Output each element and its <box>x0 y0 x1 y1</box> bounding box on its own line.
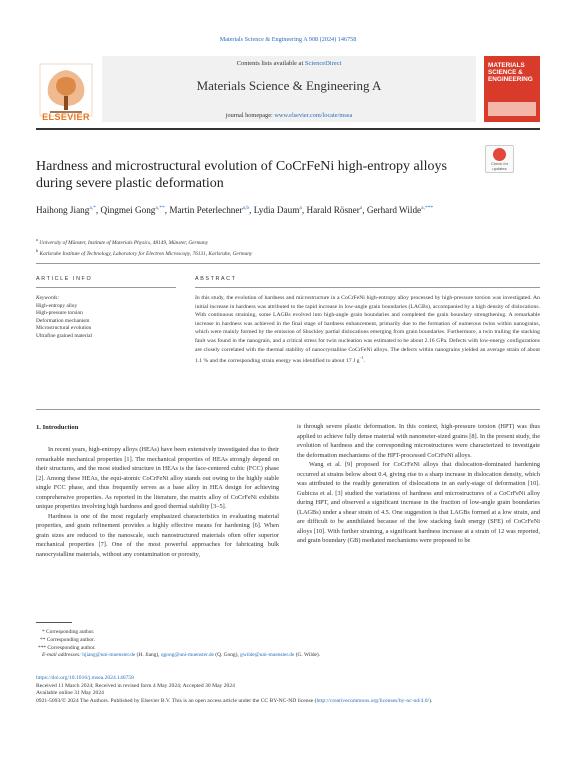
abstract-divider <box>36 409 540 410</box>
author-superscript[interactable]: a,b <box>242 205 250 211</box>
license-link[interactable]: http://creativecommons.org/licenses/by-nc-nd/4.0/ <box>316 697 430 704</box>
journal-header <box>36 56 540 124</box>
author-superscript[interactable]: a <box>359 205 363 211</box>
body-paragraph: Wang et al. [9] proposed for CoCrFeNi alloys that dislocation-dominated hardening occurred at strains below about 0.4, giving rise to a sharp increase in dislocation density, which was attributed to the readily generation of dislocations in an early-stage of deformation [10]. Gubicza et al. [3] studied the variations of hardness and microstructures of a CoCrFeNi alloy during HPT, and observed a significant increase in the fraction of low-angle grain boundaries (LAGBs) under a shear strain of 4.5. One suggestion is that LAGBs formed at a low strain, and are difficult to be annihilated because of the low stacking fault energy (SFE) of CoCrFeNi alloys [10]. With further straining, a significant hardness increase at a strain of 12 was reported, and grain boundary (GB) mediated mechanisms were proposed to be <box>297 461 540 544</box>
article-info-heading: ARTICLE INFO <box>36 276 93 282</box>
affiliation-divider <box>36 263 540 264</box>
author-separator: , <box>249 205 254 216</box>
author-superscript[interactable]: a <box>299 205 302 211</box>
homepage-prefix: journal homepage: <box>225 112 275 119</box>
journal-homepage <box>102 112 476 119</box>
abstract-text <box>195 294 540 366</box>
received-dates: Received 11 March 2024; Received in revised form 4 May 2024; Accepted 30 May 2024 <box>36 682 235 689</box>
footnotes <box>36 629 540 660</box>
email-owner: (Q. Gong), <box>213 652 241 659</box>
homepage-link[interactable]: www.elsevier.com/locate/msea <box>274 112 353 119</box>
publication-info <box>36 675 540 705</box>
keyword[interactable]: Ultrafine grained material <box>36 332 92 339</box>
email-link[interactable]: qgong@uni-muenster.de <box>160 652 214 659</box>
body-paragraph: In recent years, high-entropy alloys (HEAs) have been extensively investigated due to their remarkable mechanical properties [1]. The mechanical properties of HEAs strongly depend on their structures, and the most studied structure in HEAs is the face-centered cubic (FCC) phase [2]. Among these HEAs, the equi-atomic CoCrFeNi alloy stands out owing to the highly stable single FCC phase, and thus frequently serves as a base alloy in HEA design for achieving comprehensive properties. As reported in the literature, the matrix alloy of CoCrFeNi exhibits unique properties involving high hardness and good thermal stability [3–5]. <box>36 446 279 510</box>
check-for-updates-button[interactable] <box>485 145 514 173</box>
author-superscript[interactable]: a,* <box>89 205 96 211</box>
cover-line-3: ENGINEERING <box>488 76 533 83</box>
license-text: 0921-5093/© 2024 The Authors. Published by Elsevier B.V. This is an open access article under the CC BY-NC-ND license ( <box>36 697 317 704</box>
author-separator: , <box>301 205 307 216</box>
journal-title: Materials Science & Engineering A <box>196 78 382 93</box>
keyword[interactable]: Microstructural evolution <box>36 325 92 332</box>
keywords-label: Keywords: <box>36 295 60 301</box>
affiliation-text: Karlsruhe Institute of Technology, Laboratory for Electron Microscopy, 76131, Karlsruhe, Germany <box>39 250 253 257</box>
contents-line <box>102 60 476 67</box>
keyword[interactable]: High-pressure torsion <box>36 310 83 317</box>
header-divider <box>36 128 540 130</box>
author-list <box>36 202 476 217</box>
abstract-heading: ABSTRACT <box>195 276 237 282</box>
crossmark-icon <box>493 148 506 161</box>
journal-banner <box>102 56 476 122</box>
sciencedirect-link[interactable]: ScienceDirect <box>304 60 342 67</box>
abstract-body: In this study, the evolution of hardness and microstructure in a CoCrFeNi high-entropy alloy processed by high-pressure torsion was investigated. An initial increase in hardness was attributed to the rapid increase in low-angle grain boundaries (LAGBs), accompanied by a high density of dislocations. With continuous straining, some LAGBs evolved into high-angle grain boundaries and completed the grain boundary strengthening. A remarkable increase in hardness was achieved in the final stage of hardness enhancement, primarily due to the formation of numerous twins within nanograins, which were mainly formed by the emission of Shockley partial dislocations emerging from grain boundaries. Furthermore, a twin trailing the stacking fault was found in the nanograin, and a critical stress for twin nucleation was estimated to be about 2.16 GPa. Defects with low-energy configurations are closely correlated with the thermal stability of nanocrystalline CoCrFeNi alloys. The defects within nanograins yielded an average strain of about 1.1 % and the corresponding strain energy was identified to about 17 J g <box>195 295 540 365</box>
email-owner: (H. Jiang), <box>135 652 161 659</box>
email-line <box>36 652 540 660</box>
contents-prefix: Contents lists available at <box>236 60 305 67</box>
license-line <box>36 698 540 706</box>
author-separator: , <box>95 205 101 216</box>
doi-link[interactable]: https://doi.org/10.1016/j.msea.2024.146758 <box>36 675 134 681</box>
cover-line-2: SCIENCE & <box>488 69 523 76</box>
author-name[interactable]: Gerhard Wilde <box>366 205 422 216</box>
crossmark-line-1: Check for <box>490 161 509 166</box>
crossmark-label <box>486 162 513 171</box>
email-label: E-mail addresses: <box>42 652 81 659</box>
author-name[interactable]: Haihong Jiang <box>36 205 90 216</box>
abstract-end: . <box>363 358 366 365</box>
keyword[interactable]: Deformation mechanism <box>36 317 90 324</box>
author-separator: , <box>164 205 170 216</box>
abstract-unit-exponent: −1 <box>359 355 364 361</box>
author-name[interactable]: Lydia Daum <box>253 205 300 216</box>
cover-title <box>488 62 533 83</box>
available-online: Available online 31 May 2024 <box>36 690 104 697</box>
affiliation-marker: b <box>36 247 39 253</box>
body-paragraph: Hardness is one of the most regularly emphasized characteristics in evaluating material properties, and grain refinement provides a highly effective means for hardening [6]. When grain sizes are reduced to the nanoscale, such nanostructured materials often offer superior mechanical properties [7]. One of the most powerful approaches for fabricating bulk nanocrystalline materials, without any contamination or porosity, <box>36 512 279 558</box>
affiliation <box>36 247 540 258</box>
author-superscript[interactable]: a,** <box>155 205 165 211</box>
body-right-column <box>297 422 540 546</box>
publisher-name: ELSEVIER <box>42 112 90 122</box>
author-name[interactable]: Qingmei Gong <box>100 205 156 216</box>
article-info-rule <box>36 287 176 288</box>
cover-graphic <box>488 102 536 116</box>
footnote: * Corresponding author. <box>42 629 95 635</box>
cover-line-1: MATERIALS <box>488 62 525 69</box>
license-end: ). <box>429 697 433 704</box>
body-paragraph: is through severe plastic deformation. In this context, high-pressure torsion (HPT) was thus applied to achieve fully dense material with nanometer-sized grains [8]. In the present study, the evolution of hardness and the corresponding microstructures were characterized to investigate the deformation mechanisms of the HPT-processed CoCrFeNi alloys. <box>297 423 540 459</box>
body-left-column <box>36 445 279 559</box>
affiliation-text: University of Münster, Institute of Materials Physics, 48149, Münster, Germany <box>39 239 209 246</box>
email-link[interactable]: hjiang@uni-muenster.de <box>82 652 136 659</box>
section-heading: 1. Introduction <box>36 424 79 431</box>
author-separator: , <box>362 205 367 216</box>
email-link[interactable]: gwilde@uni-muenster.de <box>240 652 295 659</box>
journal-citation-link[interactable]: Materials Science & Engineering A 908 (2024) 146758 <box>219 36 357 43</box>
footnote: ** Corresponding author. <box>40 636 95 643</box>
keyword[interactable]: High-entropy alloy <box>36 302 78 309</box>
abstract-rule <box>195 287 540 288</box>
keywords-list <box>36 303 176 341</box>
keywords-block <box>36 295 176 341</box>
affiliation <box>36 236 540 247</box>
footnote: *** Corresponding author. <box>38 644 96 651</box>
author-superscript[interactable]: a,*** <box>421 205 434 211</box>
author-name[interactable]: Harald Rösner <box>306 205 360 216</box>
journal-cover-image <box>484 56 540 122</box>
footnote-rule <box>36 622 72 623</box>
affiliations <box>36 236 540 258</box>
author-name[interactable]: Martin Peterlechner <box>169 205 243 216</box>
affiliation-marker: a <box>36 237 38 242</box>
article-title: Hardness and microstructural evolution of CoCrFeNi high-entropy alloys during severe plastic deformation <box>36 159 447 191</box>
email-owner: (G. Wilde). <box>294 652 321 659</box>
crossmark-line-2: updates <box>492 165 507 171</box>
